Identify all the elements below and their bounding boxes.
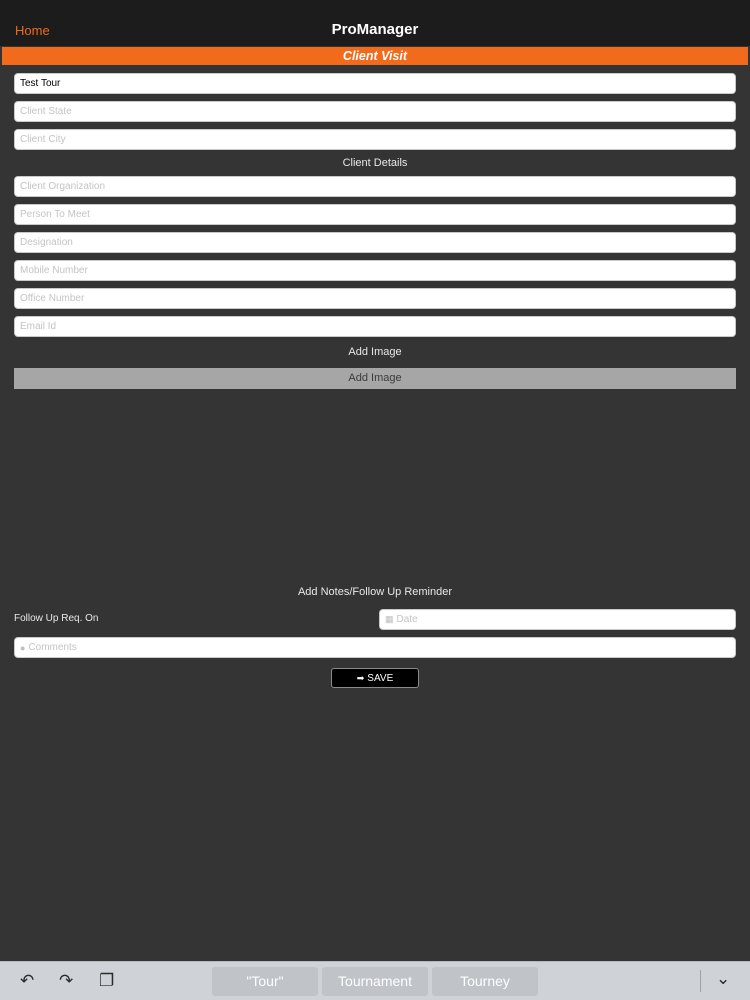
client-state-input[interactable] [14,101,736,122]
comment-icon: ● [20,642,26,653]
add-image-button[interactable]: Add Image [14,368,736,389]
save-label: SAVE [367,672,394,684]
paste-icon[interactable]: ❐ [99,971,115,990]
mobile-number-input[interactable] [14,260,736,281]
notes-heading: Add Notes/Follow Up Reminder [297,586,453,598]
navigation-bar [0,16,750,46]
client-details-heading: Client Details [342,157,408,169]
designation-input[interactable] [14,232,736,253]
app-title: ProManager [331,21,419,38]
sign-in-icon: ➡ [356,672,365,683]
toolbar-divider [700,970,701,992]
client-city-input[interactable] [14,129,736,150]
dismiss-keyboard-icon[interactable]: ⌄ [716,969,731,988]
comments-input[interactable] [14,637,736,658]
save-button[interactable] [331,668,419,688]
person-to-meet-input[interactable] [14,204,736,225]
date-placeholder: Date [396,614,418,625]
suggestion-tourney[interactable]: Tourney [432,967,538,996]
tour-name-input[interactable] [14,73,736,94]
status-bar [0,0,750,16]
follow-up-label: Follow Up Req. On [14,613,99,624]
add-image-heading: Add Image [348,346,402,358]
section-title: Client Visit [2,47,748,65]
keyboard-shortcut-bar [0,961,750,1000]
undo-icon[interactable]: ↶ [20,971,35,990]
comments-placeholder: Comments [28,642,77,653]
client-organization-input[interactable] [14,176,736,197]
office-number-input[interactable] [14,288,736,309]
redo-icon[interactable]: ↷ [59,971,74,990]
calendar-icon: ▦ [385,614,394,624]
follow-up-date-input[interactable] [379,609,736,630]
suggestion-tour[interactable]: "Tour" [212,967,318,996]
email-id-input[interactable] [14,316,736,337]
home-button[interactable]: Home [15,23,50,38]
suggestion-tournament[interactable]: Tournament [322,967,428,996]
